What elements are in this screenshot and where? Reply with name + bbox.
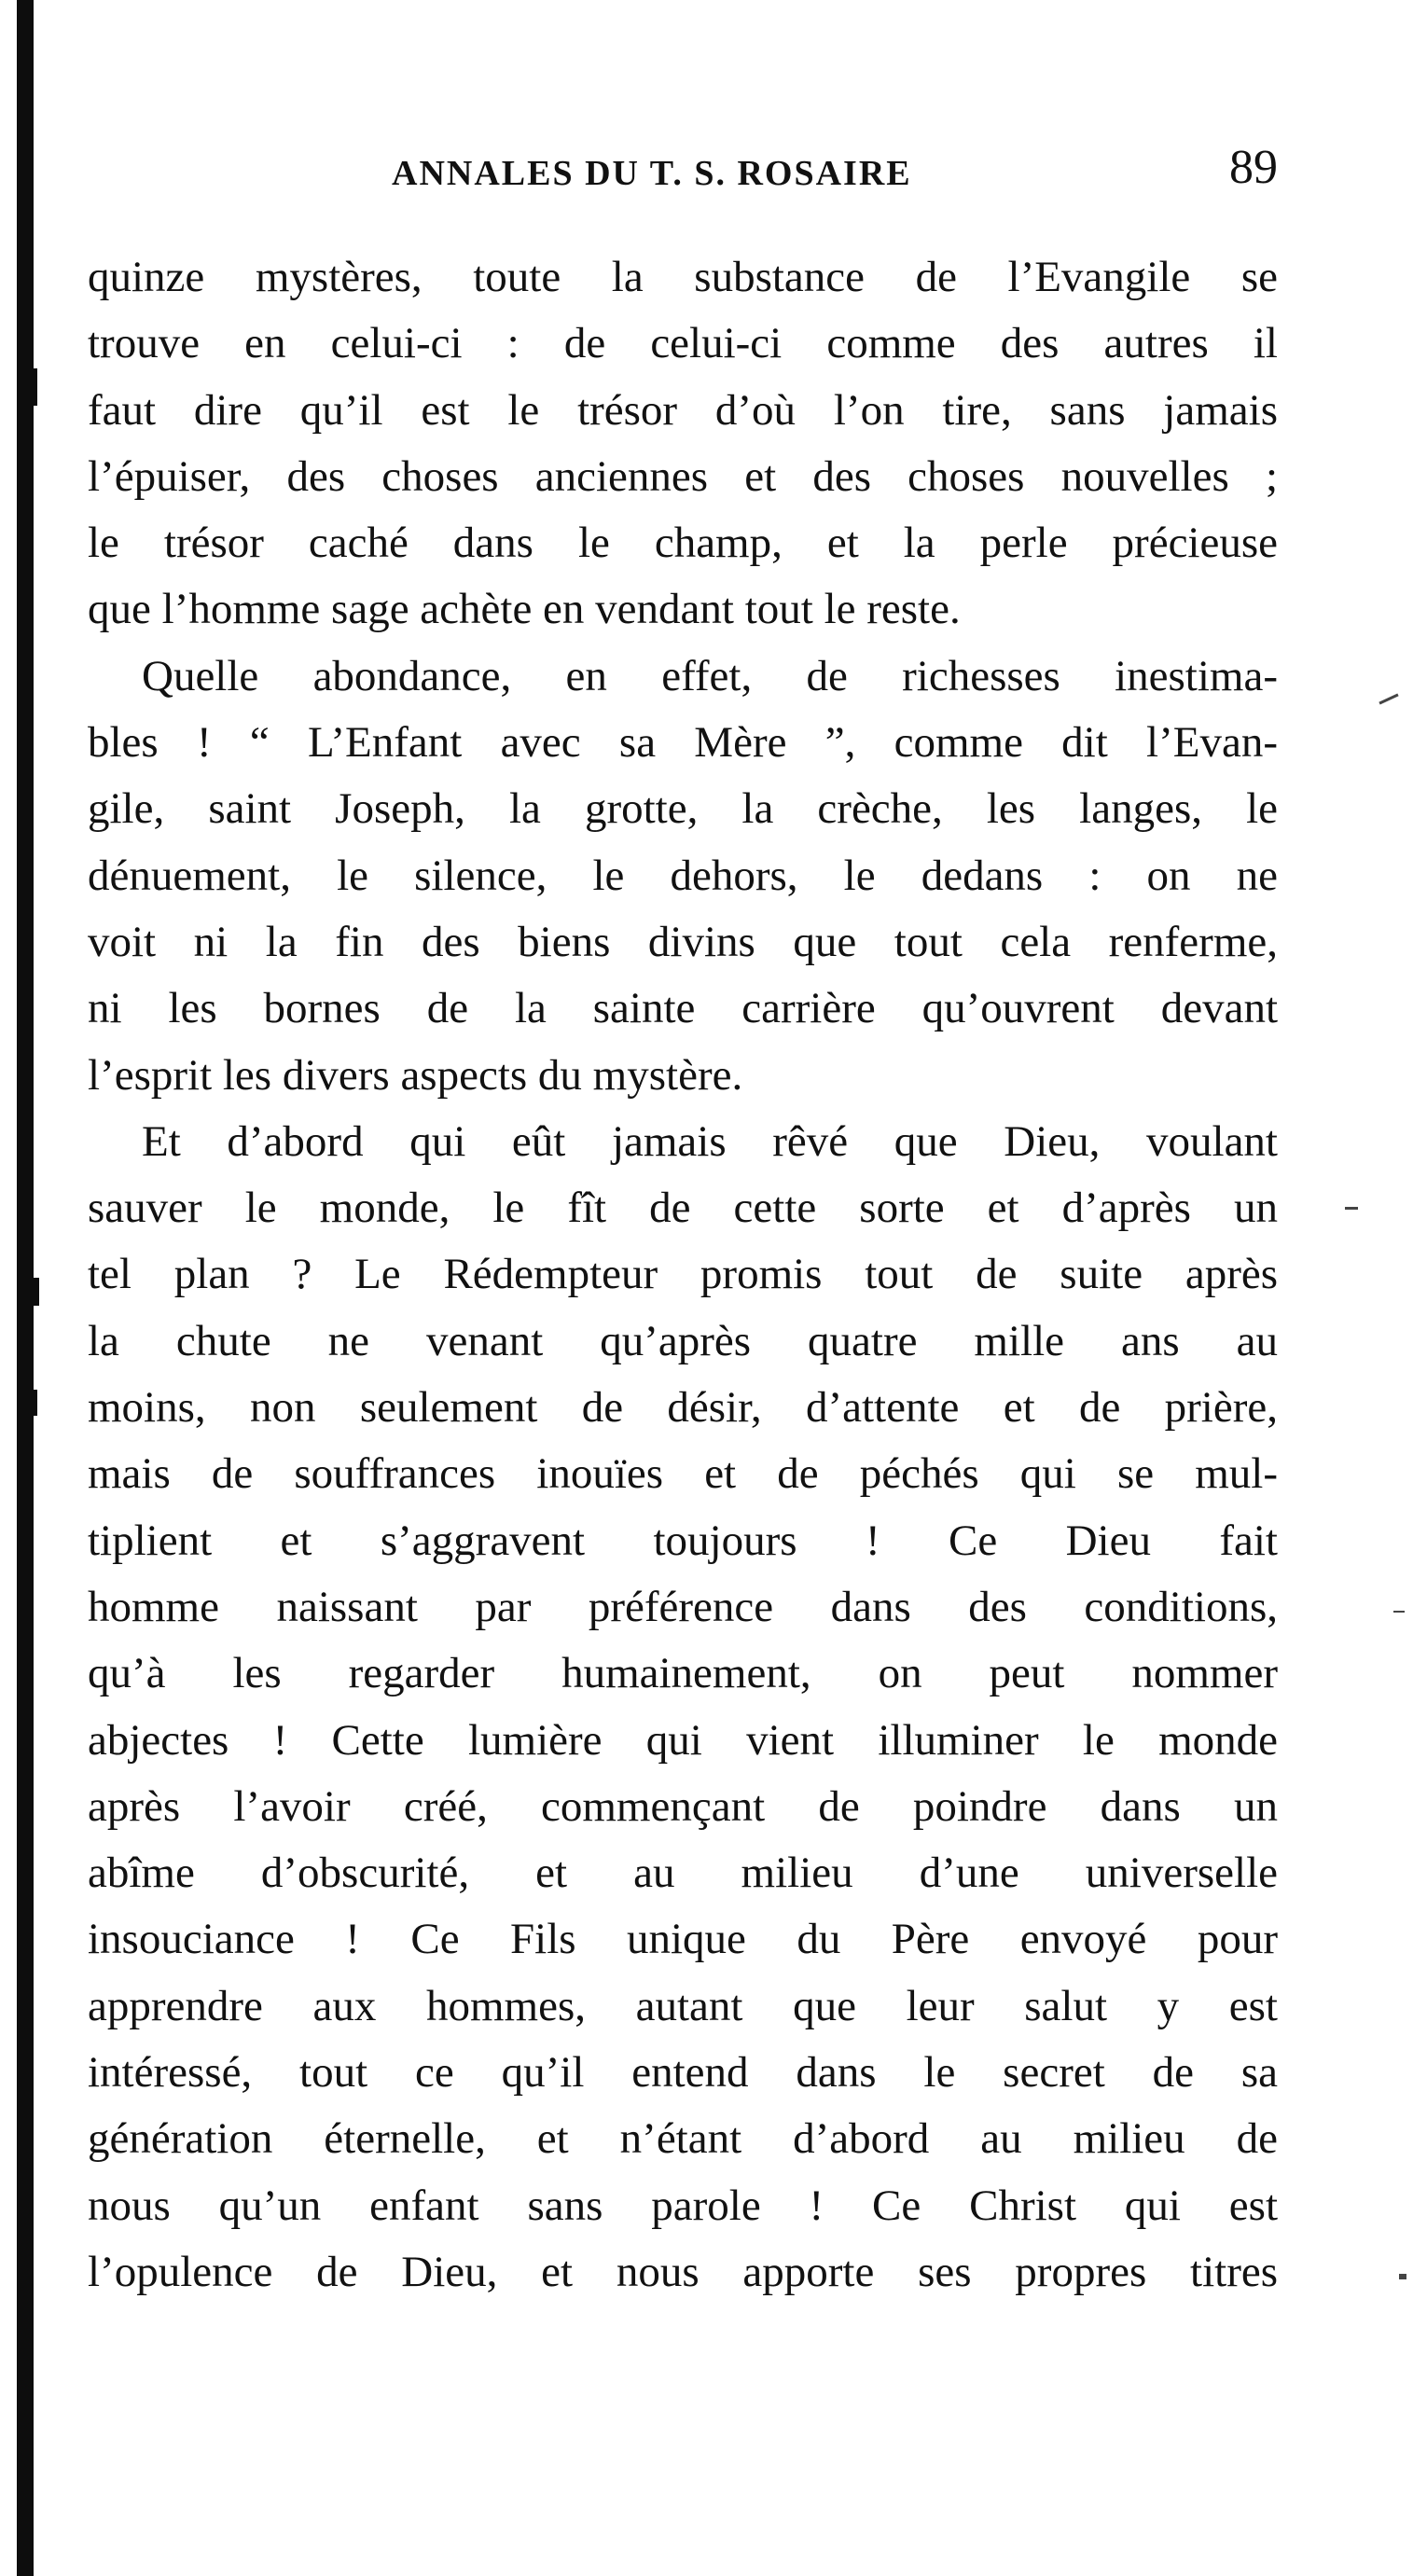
text-line: le trésor caché dans le champ, et la perle précieuse xyxy=(88,519,1278,568)
text-line: tiplient et s’aggravent toujours ! Ce Dieu fait xyxy=(88,1516,1278,1565)
paragraph xyxy=(88,1109,1278,2306)
page-edge-notch xyxy=(32,368,37,406)
body-text xyxy=(88,244,1278,2306)
text-line: faut dire qu’il est le trésor d’où l’on tire, sans jamais xyxy=(88,385,1278,435)
paragraph xyxy=(88,244,1278,644)
running-title: ANNALES DU T. S. ROSAIRE xyxy=(392,154,912,193)
margin-mark xyxy=(1399,2274,1406,2279)
text-line: Quelle abondance, en effet, de richesses inestima- xyxy=(142,651,1278,700)
page-edge-notch xyxy=(32,1390,37,1416)
text-line: Et d’abord qui eût jamais rêvé que Dieu, voulant xyxy=(142,1116,1278,1166)
margin-mark xyxy=(1345,1207,1358,1210)
margin-mark xyxy=(1379,693,1398,704)
text-line: homme naissant par préférence dans des conditions, xyxy=(88,1582,1278,1631)
text-line: apprendre aux hommes, autant que leur salut y est xyxy=(88,1981,1278,2030)
page-header xyxy=(84,140,1278,205)
text-line: insouciance ! Ce Fils unique du Père envoyé pour xyxy=(88,1915,1278,1964)
text-line: que l’homme sage achète en vendant tout le reste. xyxy=(88,585,961,634)
text-line: moins, non seulement de désir, d’attente et de prière, xyxy=(88,1383,1278,1433)
text-line: tel plan ? Le Rédempteur promis tout de suite après xyxy=(88,1250,1278,1299)
text-line: bles ! “ L’Enfant avec sa Mère ”, comme dit l’Evan- xyxy=(88,718,1278,768)
text-line: gile, saint Joseph, la grotte, la crèche, les langes, le xyxy=(88,784,1278,834)
text-line: ni les bornes de la sainte carrière qu’ouvrent devant xyxy=(88,984,1278,1033)
text-line: l’épuiser, des choses anciennes et des choses nouvelles ; xyxy=(88,451,1278,501)
text-line: l’esprit les divers aspects du mystère. xyxy=(88,1050,743,1100)
text-line: mais de souffrances inouïes et de péchés qui se mul- xyxy=(88,1449,1278,1499)
text-line: la chute ne venant qu’après quatre mille ans au xyxy=(88,1316,1278,1365)
page-edge-notch xyxy=(32,1278,39,1306)
text-line: dénuement, le silence, le dehors, le dedans : on ne xyxy=(88,851,1278,900)
text-line: génération éternelle, et n’étant d’abord au milieu de xyxy=(88,2114,1278,2164)
text-line: abîme d’obscurité, et au milieu d’une universelle xyxy=(88,1849,1278,1898)
text-line: qu’à les regarder humainement, on peut nommer xyxy=(88,1649,1278,1698)
paragraph xyxy=(88,644,1278,1109)
margin-mark xyxy=(1393,1611,1405,1613)
text-line: l’opulence de Dieu, et nous apporte ses propres titres xyxy=(88,2247,1278,2296)
text-line: abjectes ! Cette lumière qui vient illuminer le monde xyxy=(88,1715,1278,1765)
text-line: trouve en celui-ci : de celui-ci comme des autres il xyxy=(88,319,1278,368)
text-line: nous qu’un enfant sans parole ! Ce Christ qui est xyxy=(88,2181,1278,2230)
text-line: après l’avoir créé, commençant de poindre dans un xyxy=(88,1781,1278,1831)
page-number: 89 xyxy=(1229,141,1278,194)
text-line: voit ni la fin des biens divins que tout cela renferme, xyxy=(88,917,1278,966)
text-line: intéressé, tout ce qu’il entend dans le secret de sa xyxy=(88,2048,1278,2098)
text-line: sauver le monde, le fît de cette sorte et d’après un xyxy=(88,1184,1278,1233)
text-line: quinze mystères, toute la substance de l’Evangile se xyxy=(88,253,1278,301)
